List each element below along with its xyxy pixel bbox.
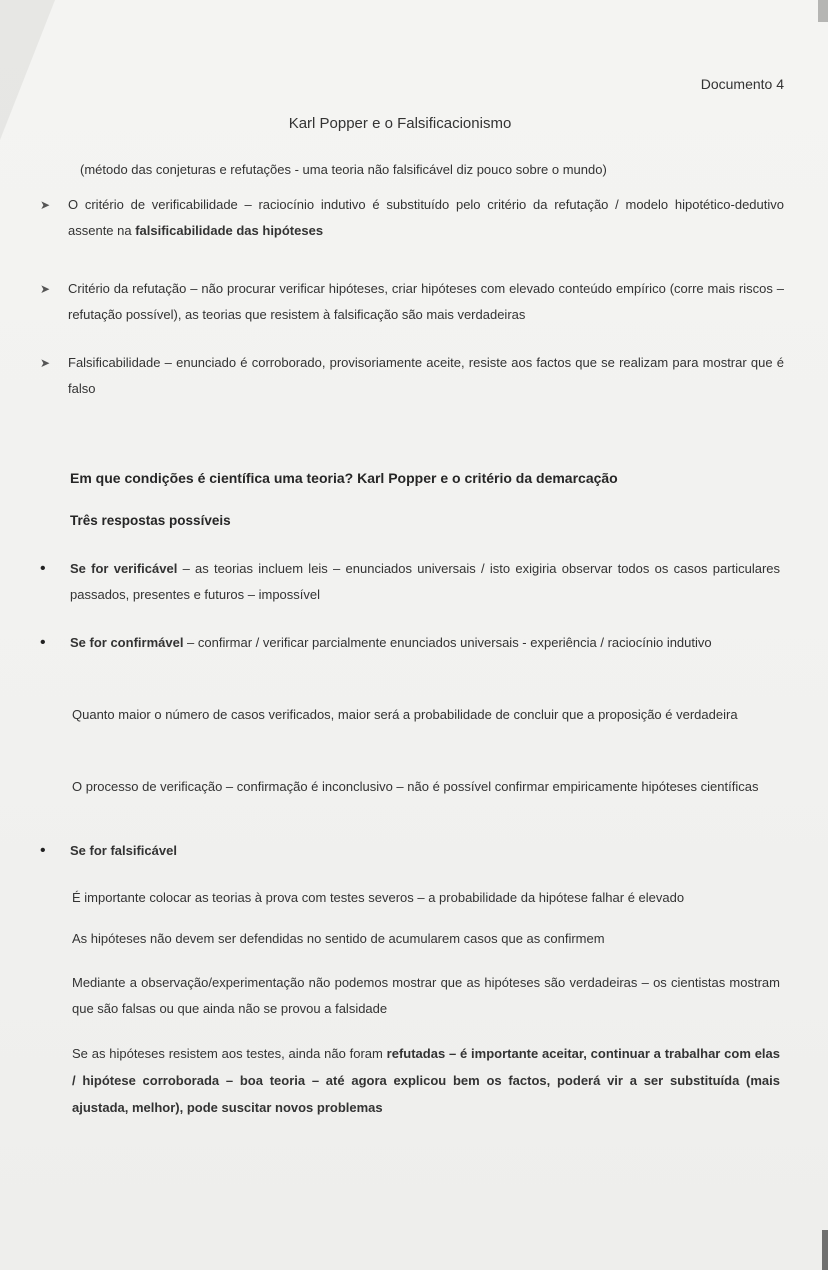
point-text: O critério de verificabilidade – raciocínio indutivo é substituído pelo critério da refutação / modelo hipotético-dedutivo assente na falsificabilidade das hipóteses <box>68 197 784 238</box>
arrow-point-3 <box>40 350 784 402</box>
scan-edge-mark-bottom <box>822 1230 828 1270</box>
arrow-bullet-icon: ➤ <box>40 282 51 296</box>
arrow-bullet-icon: ➤ <box>40 356 51 370</box>
scan-edge-mark <box>818 0 828 22</box>
document-label: Documento 4 <box>700 76 784 92</box>
confirm-paragraph-1: Quanto maior o número de casos verificados, maior será a probabilidade de concluir que a proposição é verdadeira <box>72 707 738 722</box>
point-text: Critério da refutação – não procurar verificar hipóteses, criar hipóteses com elevado conteúdo empírico (corre mais riscos – refutação possível), as teorias que resistem à falsificação são mais verdadeiras <box>68 281 784 322</box>
confirm-paragraph-2: O processo de verificação – confirmação é inconclusivo – não é possível confirmar empiricamente hipóteses científicas <box>72 779 759 794</box>
document-title: Karl Popper e o Falsificacionismo <box>288 115 512 132</box>
falsifiable-paragraph-2: As hipóteses não devem ser defendidas no sentido de acumularem casos que as confirmem <box>72 931 605 946</box>
arrow-bullet-icon: ➤ <box>40 198 51 212</box>
arrow-point-2 <box>40 276 784 328</box>
falsifiable-paragraph-4: Se as hipóteses resistem aos testes, ainda não foram refutadas – é importante aceitar, continuar a trabalhar com elas / hipótese corroborada – boa teoria – até agora explicou bem os factos, poderá vir a ser substituída (mais ajustada, melhor), pode suscitar novos problemas <box>72 1046 781 1115</box>
falsifiable-paragraph-3: Mediante a observação/experimentação não podemos mostrar que as hipóteses são verdadeiras – os cientistas mostram que são falsas ou que ainda não se provou a falsidade <box>72 975 780 1016</box>
section-heading: Em que condições é científica uma teoria? Karl Popper e o critério da demarcação <box>70 470 618 486</box>
bullet-dot-icon: • <box>40 560 46 577</box>
bullet-dot-icon: • <box>40 842 46 859</box>
answer-falsifiable: • Se for falsificável <box>40 838 780 864</box>
document-subtitle: (método das conjeturas e refutações - uma teoria não falsificável diz pouco sobre o mundo) <box>80 162 607 177</box>
point-text: Falsificabilidade – enunciado é corroborado, provisoriamente aceite, resiste aos factos que se realizam para mostrar que é falso <box>68 355 784 396</box>
answer-confirmable: • Se for confirmável – confirmar / verificar parcialmente enunciados universais - experiência / raciocínio indutivo <box>40 630 780 656</box>
arrow-point-1 <box>40 192 784 244</box>
bullet-dot-icon: • <box>40 634 46 651</box>
answer-verifiable: • Se for verificável – as teorias incluem leis – enunciados universais / isto exigiria observar todos os casos particulares passados, presentes e futuros – impossível <box>40 556 780 608</box>
falsifiable-paragraph-1: É importante colocar as teorias à prova com testes severos – a probabilidade da hipótese falhar é elevado <box>72 890 685 905</box>
section-subheading: Três respostas possíveis <box>70 513 231 528</box>
